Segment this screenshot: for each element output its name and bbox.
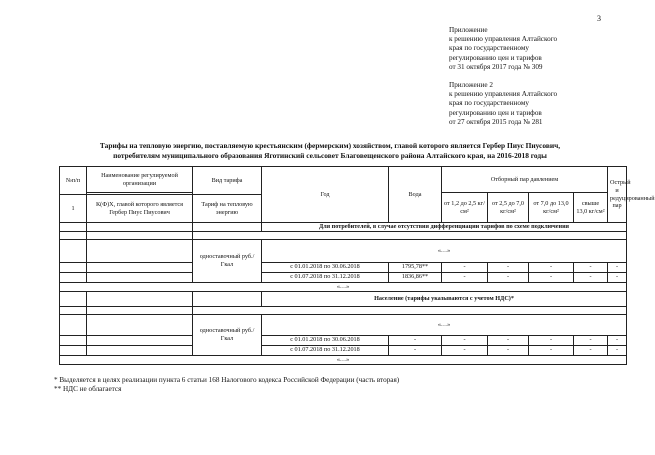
value-dash: - [488,345,529,355]
org-num: 1 [60,195,87,223]
single-rate-cell: одноставочный руб./Гкал [193,239,262,282]
header-water: Вода [389,167,442,223]
period-2: с 01.07.2018 по 31.12.2018 [262,345,389,355]
appendix-line: регулированию цен и тарифов [449,108,542,117]
value-dash: - [574,272,608,282]
value-dash: - [574,345,608,355]
value-dash: - [488,262,529,272]
appendix-line: регулированию цен и тарифов [449,53,542,62]
footnote-1: * Выделяется в целях реализации пункта 6 статьи 168 Налогового кодекса Российской Федерации (часть вторая) [54,376,400,384]
appendix-line: от 27 октября 2015 года № 281 [449,117,543,126]
section-1-spacer [193,231,627,239]
ellipsis-cell: «…» [262,314,627,335]
document-title [40,141,620,160]
appendix-line: к решению управления Алтайского [449,90,558,99]
value-dash: - [529,335,574,345]
header-steam: Отборный пар давлением [442,167,608,193]
value-dash: - [529,272,574,282]
org-name: К(Ф)Х, главой которого является Гербер Пиус Пиусович [87,195,193,223]
value-dash: - [442,335,488,345]
section-2-spacer [193,306,627,314]
value-dash: - [442,345,488,355]
tariff-table [59,166,655,365]
value-dash: - [389,345,442,355]
appendix-line: Приложение [449,26,488,34]
header-num: №п/п [60,167,87,195]
title-line-2: потребителям муниципального образования Яготинский сельсовет Благовещенского района Алтайского края, на 2016-2018 годы [113,150,547,160]
value-dash: - [608,272,627,282]
tariff-name: Тариф на тепловую энергию [193,195,262,223]
page-number: 3 [597,14,601,23]
water-value-1: 1795,78** [389,262,442,272]
header-p3: от 7,0 до 13,0 кг/см² [529,193,574,223]
appendix-line: Приложение 2 [449,81,493,89]
period-1: с 01.01.2018 по 30.06.2018 [262,335,389,345]
header-p4: свыше 13,0 кг/см² [574,193,608,223]
value-dash: - [608,345,627,355]
value-dash: - [608,262,627,272]
title-line-1: Тарифы на тепловую энергию, поставляемую крестьянским (фермерским) хозяйством, главой которого является Гербер Пиус Пиусович, [99,141,561,150]
header-tariff-type: Вид тарифа [193,167,262,195]
ellipsis-row: «…» [60,355,627,364]
appendix-line: края по государственному [449,99,529,108]
value-dash: - [389,335,442,345]
value-dash: - [574,335,608,345]
appendix-2-block [449,81,634,127]
value-dash: - [442,262,488,272]
period-1: с 01.01.2018 по 30.06.2018 [262,262,389,272]
header-year: Год [262,167,389,223]
footnote-2: ** НДС не облагается [54,385,122,393]
section-2-heading: Население (тарифы указываются с учетом НДС)* [262,291,627,306]
ellipsis-cell: «…» [262,239,627,262]
header-p2: от 2,5 до 7,0 кг/см² [488,193,529,223]
single-rate-cell: одноставочный руб./Гкал [193,314,262,355]
appendix-line: от 31 октября 2017 года № 309 [449,62,543,71]
header-p1: от 1,2 до 2,5 кг/см² [442,193,488,223]
value-dash: - [488,335,529,345]
appendix-line: к решению управления Алтайского [449,35,558,44]
section-1-heading: Для потребителей, в случае отсутствия дифференциации тарифов по схеме подключения [262,223,627,232]
appendix-line: края по государственному [449,44,529,53]
value-dash: - [574,262,608,272]
header-org: Наименование регулируемой организации [87,167,193,193]
appendix-1-block [449,26,634,72]
header-sharp-steam: Острый и редуцированный пар [608,167,627,223]
value-dash: - [608,335,627,345]
water-value-2: 1836,86** [389,272,442,282]
value-dash: - [488,272,529,282]
value-dash: - [529,345,574,355]
ellipsis-row: «…» [60,282,627,291]
value-dash: - [529,262,574,272]
value-dash: - [442,272,488,282]
period-2: с 01.07.2018 по 31.12.2018 [262,272,389,282]
